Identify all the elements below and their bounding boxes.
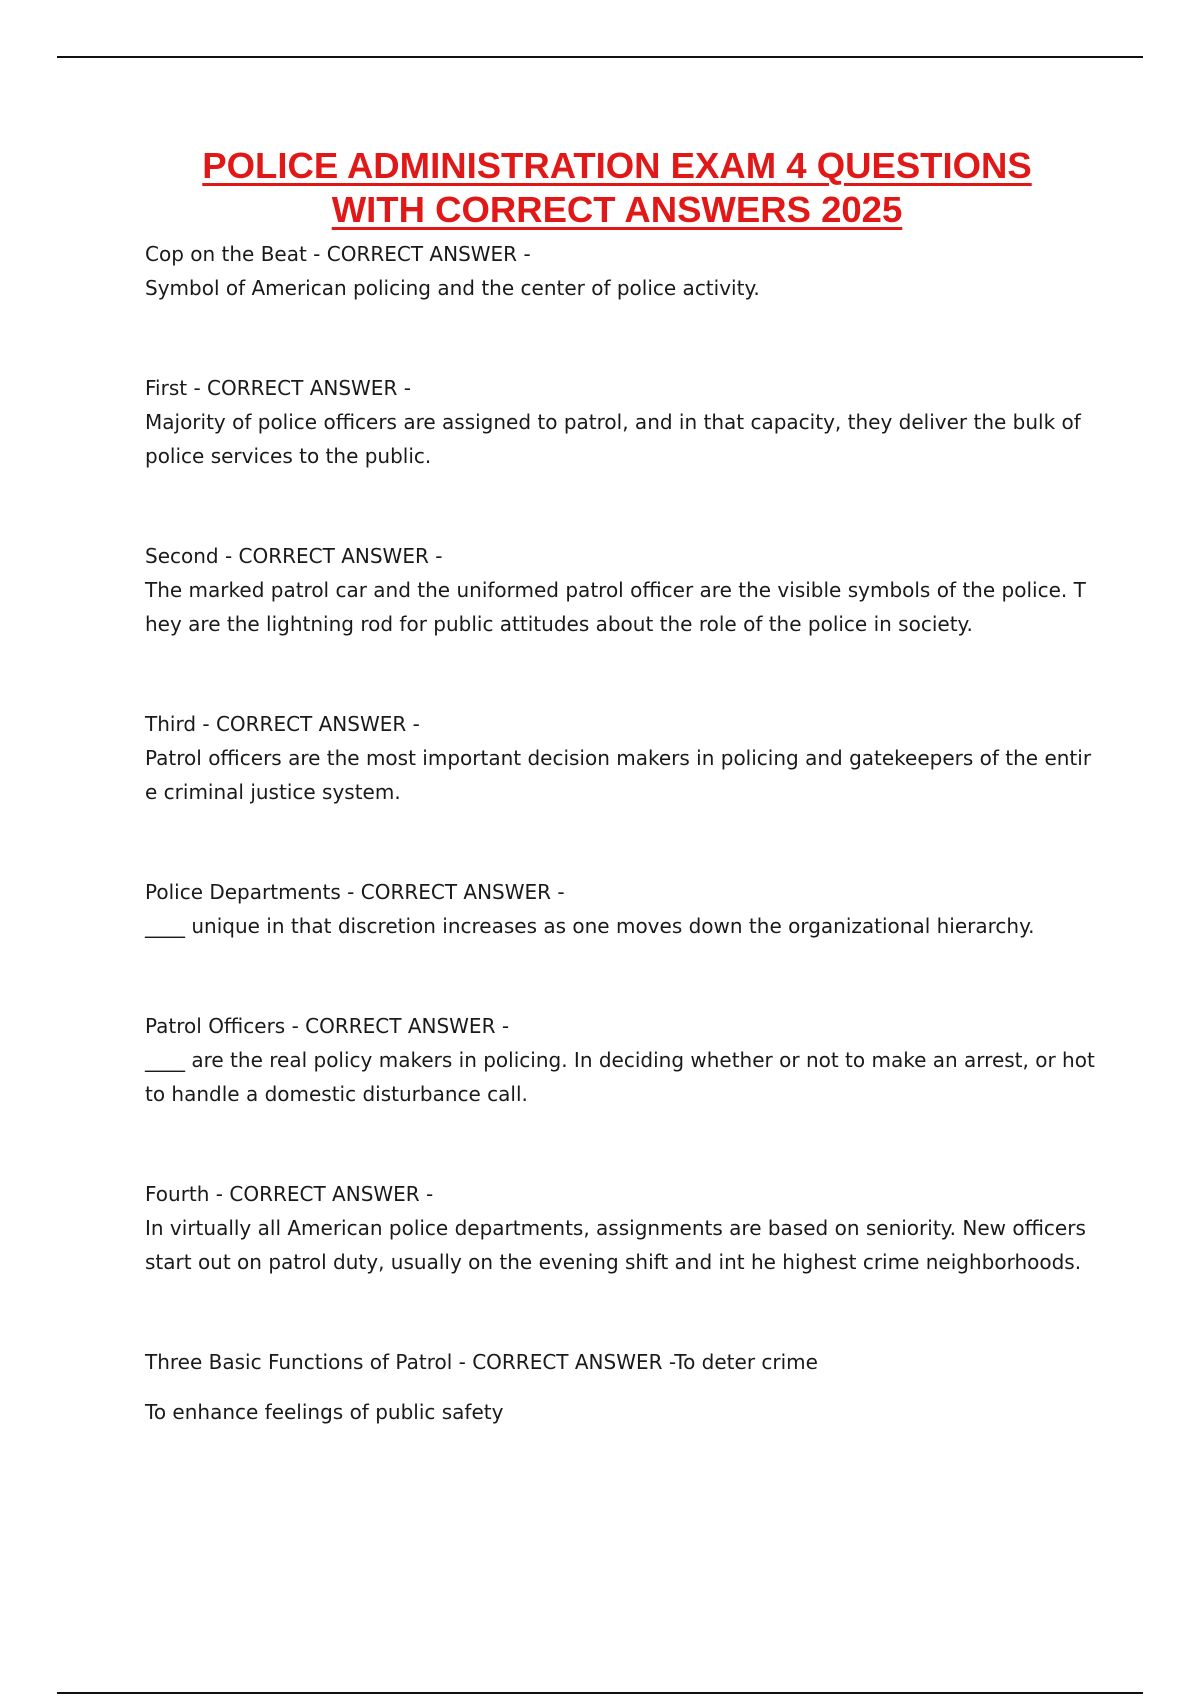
answer-text: To enhance feelings of public safety <box>145 1400 504 1424</box>
question-text: Third - CORRECT ANSWER - <box>145 712 420 736</box>
qa-entry <box>145 1177 1095 1279</box>
top-rule <box>57 56 1143 58</box>
document-title <box>0 144 1200 232</box>
qa-entry <box>145 1345 1095 1429</box>
qa-entry <box>145 1009 1095 1111</box>
answer-text: ____ unique in that discretion increases as one moves down the organizational hierarchy. <box>145 914 1035 938</box>
question-text: Three Basic Functions of Patrol - CORRECT ANSWER -To deter crime <box>145 1350 818 1374</box>
qa-entry <box>145 707 1095 809</box>
title-line-1: POLICE ADMINISTRATION EXAM 4 QUESTIONS <box>202 145 1032 186</box>
question-text: Cop on the Beat - CORRECT ANSWER - <box>145 242 531 266</box>
answer-text: In virtually all American police departments, assignments are based on seniority. New officers start out on patrol duty, usually on the evening shift and int he highest crime neighborhoods. <box>145 1216 1086 1274</box>
answer-text: The marked patrol car and the uniformed patrol officer are the visible symbols of the police. They are the lightning rod for public attitudes about the role of the police in society. <box>145 578 1086 636</box>
question-text: Fourth - CORRECT ANSWER - <box>145 1182 434 1206</box>
answer-text: ____ are the real policy makers in policing. In deciding whether or not to make an arrest, or hot to handle a domestic disturbance call. <box>145 1048 1095 1106</box>
title-line-2: WITH CORRECT ANSWERS 2025 <box>331 189 903 230</box>
qa-list <box>145 237 1095 1495</box>
question-text: Second - CORRECT ANSWER - <box>145 544 443 568</box>
answer-text: Patrol officers are the most important decision makers in policing and gatekeepers of the entire criminal justice system. <box>145 746 1092 804</box>
answer-text: Symbol of American policing and the center of police activity. <box>145 276 760 300</box>
question-text: Patrol Officers - CORRECT ANSWER - <box>145 1014 510 1038</box>
question-text: Police Departments - CORRECT ANSWER - <box>145 880 565 904</box>
qa-entry <box>145 875 1095 943</box>
qa-entry <box>145 539 1095 641</box>
qa-entry <box>145 237 1095 305</box>
qa-entry <box>145 371 1095 473</box>
bottom-rule <box>57 1692 1143 1694</box>
answer-text: Majority of police officers are assigned to patrol, and in that capacity, they deliver the bulk of police services to the public. <box>145 410 1081 468</box>
question-text: First - CORRECT ANSWER - <box>145 376 411 400</box>
